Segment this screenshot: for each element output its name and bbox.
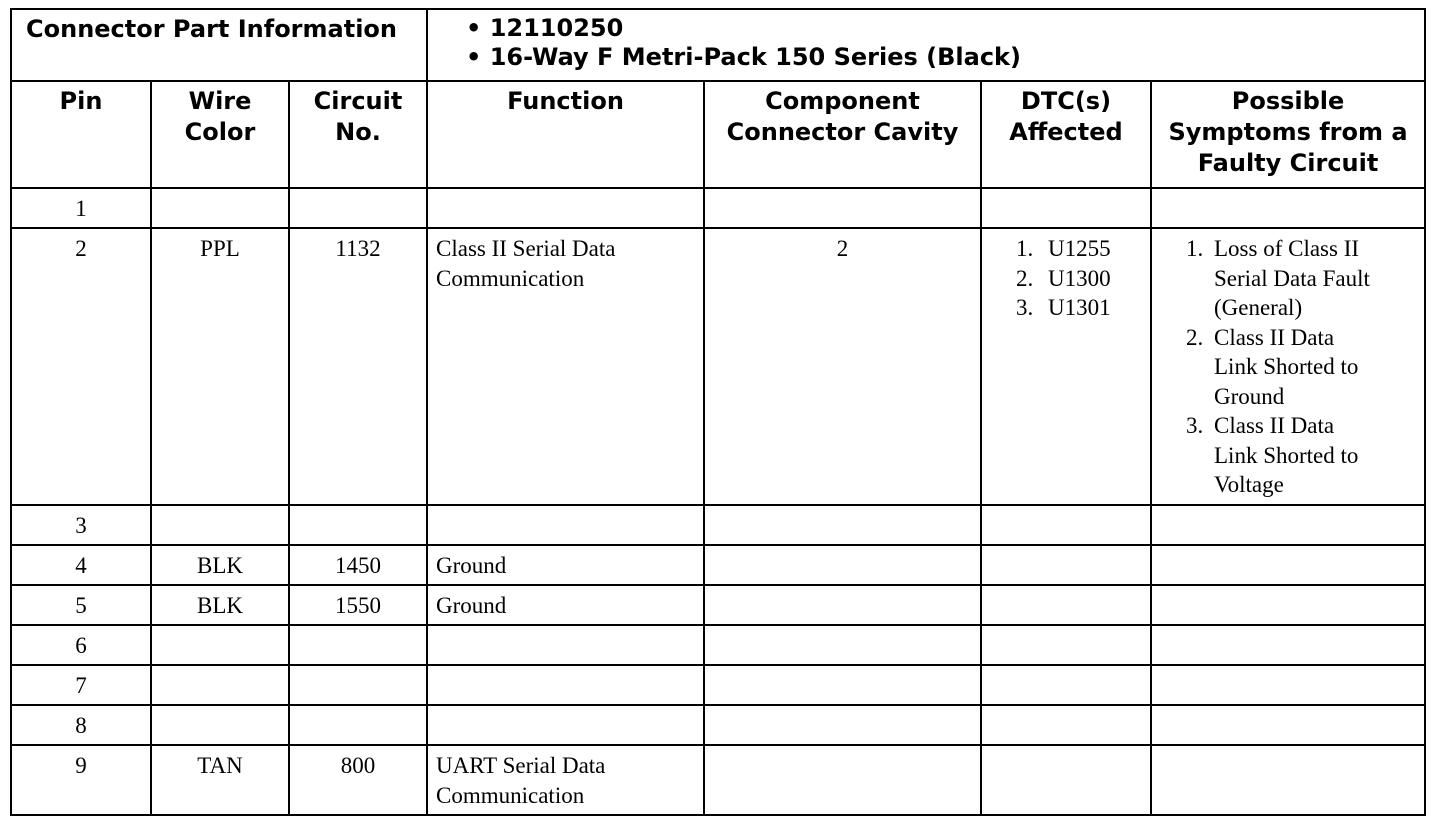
connector-info-row — [11, 9, 1425, 81]
dtcs-cell — [981, 665, 1151, 705]
header-dtcs-affected — [981, 81, 1151, 188]
dtcs-cell — [981, 745, 1151, 815]
connector-table-page — [10, 8, 1424, 816]
pin-cell: 9 — [11, 745, 151, 815]
function-cell — [427, 705, 704, 745]
cavity-cell — [704, 745, 981, 815]
wire-color-cell — [151, 705, 289, 745]
header-dtcs-line1: DTC(s) — [1020, 87, 1112, 115]
symptoms-cell — [1151, 665, 1425, 705]
table-row — [11, 745, 1425, 815]
symptom-line: Loss of Class II — [1214, 236, 1360, 261]
wire-color-cell: TAN — [151, 745, 289, 815]
table-row — [11, 665, 1425, 705]
header-cavity-line2: Connector Cavity — [726, 118, 959, 146]
dtcs-cell — [981, 625, 1151, 665]
dtcs-cell — [981, 585, 1151, 625]
circuit-no-cell: 1550 — [289, 585, 427, 625]
function-cell — [427, 665, 704, 705]
symptoms-cell — [1151, 585, 1425, 625]
dtc-item-number: 2. — [1016, 265, 1034, 291]
function-line: Ground — [436, 553, 507, 578]
table-row — [11, 228, 1425, 505]
header-pin-text: Pin — [59, 87, 103, 115]
dtc-item-number: 1. — [1016, 236, 1034, 261]
header-wire-color-line2: Color — [184, 118, 256, 146]
function-cell — [427, 228, 704, 505]
circuit-no-cell — [289, 625, 427, 665]
cavity-cell — [704, 585, 981, 625]
pin-cell: 5 — [11, 585, 151, 625]
cavity-cell — [704, 545, 981, 585]
wire-color-cell — [151, 188, 289, 228]
dtcs-cell — [981, 705, 1151, 745]
dtc-item-number: 3. — [1016, 295, 1034, 320]
pin-cell: 7 — [11, 665, 151, 705]
dtcs-cell — [981, 228, 1151, 505]
dtc-code: U1301 — [1048, 295, 1111, 320]
dtcs-cell — [981, 545, 1151, 585]
table-row — [11, 625, 1425, 665]
connector-pinout-table — [10, 8, 1426, 816]
symptoms-cell — [1151, 745, 1425, 815]
wire-color-cell: BLK — [151, 585, 289, 625]
symptom-line: Link Shorted to — [1214, 354, 1359, 379]
wire-color-cell — [151, 505, 289, 545]
column-header-row — [11, 81, 1425, 188]
dtc-list — [982, 234, 1150, 323]
circuit-no-cell — [289, 665, 427, 705]
symptoms-cell — [1151, 705, 1425, 745]
connector-part-information-label: Connector Part Information — [11, 9, 427, 81]
pin-cell: 1 — [11, 188, 151, 228]
function-line: Ground — [436, 593, 507, 618]
dtc-item — [1016, 264, 1150, 294]
symptom-line: Class II Data — [1214, 413, 1335, 438]
function-cell — [427, 505, 704, 545]
function-line: Class II Serial Data — [436, 236, 616, 261]
function-line: Communication — [436, 782, 585, 808]
pin-cell: 6 — [11, 625, 151, 665]
symptoms-cell — [1151, 625, 1425, 665]
wire-color-cell: BLK — [151, 545, 289, 585]
function-cell — [427, 625, 704, 665]
cavity-cell — [704, 705, 981, 745]
header-function — [427, 81, 704, 188]
symptom-item — [1186, 323, 1424, 412]
dtc-item — [1016, 234, 1150, 264]
symptom-line: Serial Data Fault — [1214, 265, 1370, 291]
pin-cell: 4 — [11, 545, 151, 585]
header-circuit-no-line1: Circuit — [313, 87, 403, 115]
circuit-no-cell: 1132 — [289, 228, 427, 505]
symptom-line: Link Shorted to — [1214, 442, 1359, 468]
symptoms-cell — [1151, 505, 1425, 545]
function-cell — [427, 745, 704, 815]
header-component-connector-cavity — [704, 81, 981, 188]
cavity-cell — [704, 665, 981, 705]
symptom-list — [1152, 234, 1424, 500]
circuit-no-cell — [289, 505, 427, 545]
dtcs-cell — [981, 188, 1151, 228]
wire-color-cell: PPL — [151, 228, 289, 505]
header-symptoms-line2: Symptoms from a — [1168, 118, 1408, 146]
part-number: • 12110250 — [466, 14, 624, 42]
symptom-item-number: 3. — [1186, 413, 1204, 438]
symptom-line: Ground — [1214, 383, 1285, 409]
cavity-cell — [704, 188, 981, 228]
circuit-no-cell — [289, 705, 427, 745]
function-line: UART Serial Data — [436, 753, 606, 778]
cavity-cell — [704, 505, 981, 545]
header-circuit-no-line2: No. — [335, 118, 381, 146]
symptoms-cell — [1151, 228, 1425, 505]
function-cell — [427, 545, 704, 585]
header-pin — [11, 81, 151, 188]
function-line: Communication — [436, 265, 585, 291]
table-row — [11, 188, 1425, 228]
cavity-cell — [704, 625, 981, 665]
circuit-no-cell — [289, 188, 427, 228]
symptom-item — [1186, 234, 1424, 323]
wire-color-cell — [151, 625, 289, 665]
table-row — [11, 585, 1425, 625]
header-symptoms-line3: Faulty Circuit — [1197, 149, 1379, 177]
function-cell — [427, 188, 704, 228]
wire-color-cell — [151, 665, 289, 705]
table-row — [11, 545, 1425, 585]
table-row — [11, 705, 1425, 745]
pin-cell: 8 — [11, 705, 151, 745]
connector-part-information-values — [427, 9, 1425, 81]
header-possible-symptoms — [1151, 81, 1425, 188]
symptom-item-number: 2. — [1186, 324, 1204, 350]
cavity-cell: 2 — [704, 228, 981, 505]
symptom-line: Voltage — [1214, 472, 1284, 497]
header-wire-color — [151, 81, 289, 188]
symptoms-cell — [1151, 545, 1425, 585]
header-circuit-no — [289, 81, 427, 188]
part-description: • 16-Way F Metri-Pack 150 Series (Black) — [466, 43, 1021, 71]
symptom-item-number: 1. — [1186, 236, 1204, 261]
pin-cell: 2 — [11, 228, 151, 505]
dtc-code: U1300 — [1048, 265, 1111, 291]
circuit-no-cell: 800 — [289, 745, 427, 815]
header-function-text: Function — [507, 87, 624, 115]
symptoms-cell — [1151, 188, 1425, 228]
symptom-line: (General) — [1214, 295, 1303, 320]
table-row — [11, 505, 1425, 545]
circuit-no-cell: 1450 — [289, 545, 427, 585]
dtc-item — [1016, 293, 1150, 323]
header-dtcs-line2: Affected — [1009, 118, 1123, 146]
dtc-code: U1255 — [1048, 236, 1111, 261]
dtcs-cell — [981, 505, 1151, 545]
symptom-line: Class II Data — [1214, 324, 1335, 350]
header-wire-color-line1: Wire — [188, 87, 252, 115]
function-cell — [427, 585, 704, 625]
pin-cell: 3 — [11, 505, 151, 545]
symptom-item — [1186, 411, 1424, 500]
header-symptoms-line1: Possible — [1231, 87, 1345, 115]
header-cavity-line1: Component — [765, 87, 920, 115]
